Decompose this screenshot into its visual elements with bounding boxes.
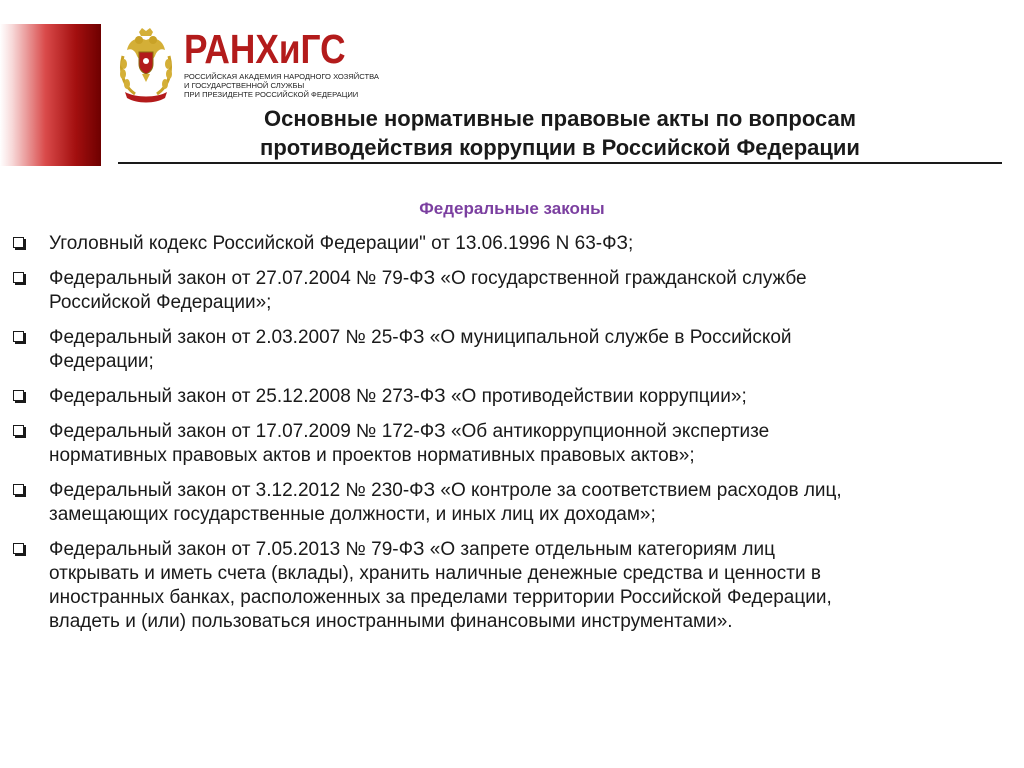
law-text-line: Федеральный закон от 2.03.2007 № 25-ФЗ «О муниципальной службе в Российской: [49, 327, 792, 348]
law-text: [49, 420, 1012, 468]
law-text-line: иностранных банках, расположенных за пределами территории Российской Федерации,: [49, 587, 832, 608]
page-title-line: противодействия коррупции в Российской Федерации: [260, 135, 860, 160]
law-text: [49, 267, 1012, 315]
law-text-line: Федеральный закон от 3.12.2012 № 230-ФЗ «О контроле за соответствием расходов лиц,: [49, 480, 842, 501]
square-bullet-icon: [13, 425, 24, 436]
law-text: [49, 479, 1012, 527]
logo-subtitle-line: РОССИЙСКАЯ АКАДЕМИЯ НАРОДНОГО ХОЗЯЙСТВА: [184, 72, 379, 81]
logo-subtitle: [184, 72, 379, 99]
law-text-line: Федеральный закон от 7.05.2013 № 79-ФЗ «О запрете отдельным категориям лиц: [49, 539, 775, 560]
square-bullet-icon: [13, 237, 24, 248]
logo-subtitle-line: И ГОСУДАРСТВЕННОЙ СЛУЖБЫ: [184, 81, 305, 90]
law-text-line: Российской Федерации»;: [49, 292, 272, 313]
logo-subtitle-line: ПРИ ПРЕЗИДЕНТЕ РОССИЙСКОЙ ФЕДЕРАЦИИ: [184, 90, 359, 99]
square-bullet-icon: [13, 543, 24, 554]
list-item: [12, 479, 1012, 527]
list-item: [12, 538, 1012, 634]
square-bullet-icon: [13, 331, 24, 342]
law-text-line: Федеральный закон от 27.07.2004 № 79-ФЗ «О государственной гражданской службе: [49, 268, 807, 289]
law-text-line: замещающих государственные должности, и иных лиц их доходам»;: [49, 504, 656, 525]
section-heading: Федеральные законы: [419, 199, 605, 218]
law-text-line: открывать и иметь счета (вклады), хранить наличные денежные средства и ценности в: [49, 563, 821, 584]
law-text: [49, 232, 1012, 256]
law-text-line: Уголовный кодекс Российской Федерации" от 13.06.1996 N 63-ФЗ;: [49, 233, 634, 254]
law-text-line: нормативных правовых актов и проектов нормативных правовых актов»;: [49, 445, 695, 466]
list-item: [12, 267, 1012, 315]
law-list: [12, 232, 1012, 645]
logo-title: РАНХиГС: [184, 26, 346, 72]
square-bullet-icon: [13, 272, 24, 283]
law-text: [49, 538, 1012, 634]
list-item: [12, 420, 1012, 468]
law-text-line: Федеральный закон от 25.12.2008 № 273-ФЗ «О противодействии коррупции»;: [49, 386, 747, 407]
square-bullet-icon: [13, 484, 24, 495]
decorative-red-sidebar: [0, 24, 101, 166]
double-headed-eagle-emblem-icon: [115, 26, 177, 104]
list-item: [12, 326, 1012, 374]
page-title: [118, 104, 1002, 162]
law-text-line: Федеральный закон от 17.07.2009 № 172-ФЗ «Об антикоррупционной экспертизе: [49, 421, 770, 442]
square-bullet-icon: [13, 390, 24, 401]
law-text: [49, 385, 1012, 409]
law-text-line: владеть и (или) пользоваться иностранными финансовыми инструментами».: [49, 611, 733, 632]
title-divider: [118, 162, 1002, 164]
law-text-line: Федерации;: [49, 351, 154, 372]
list-item: [12, 232, 1012, 256]
list-item: [12, 385, 1012, 409]
law-text: [49, 326, 1012, 374]
page-title-line: Основные нормативные правовые акты по вопросам: [264, 106, 856, 131]
